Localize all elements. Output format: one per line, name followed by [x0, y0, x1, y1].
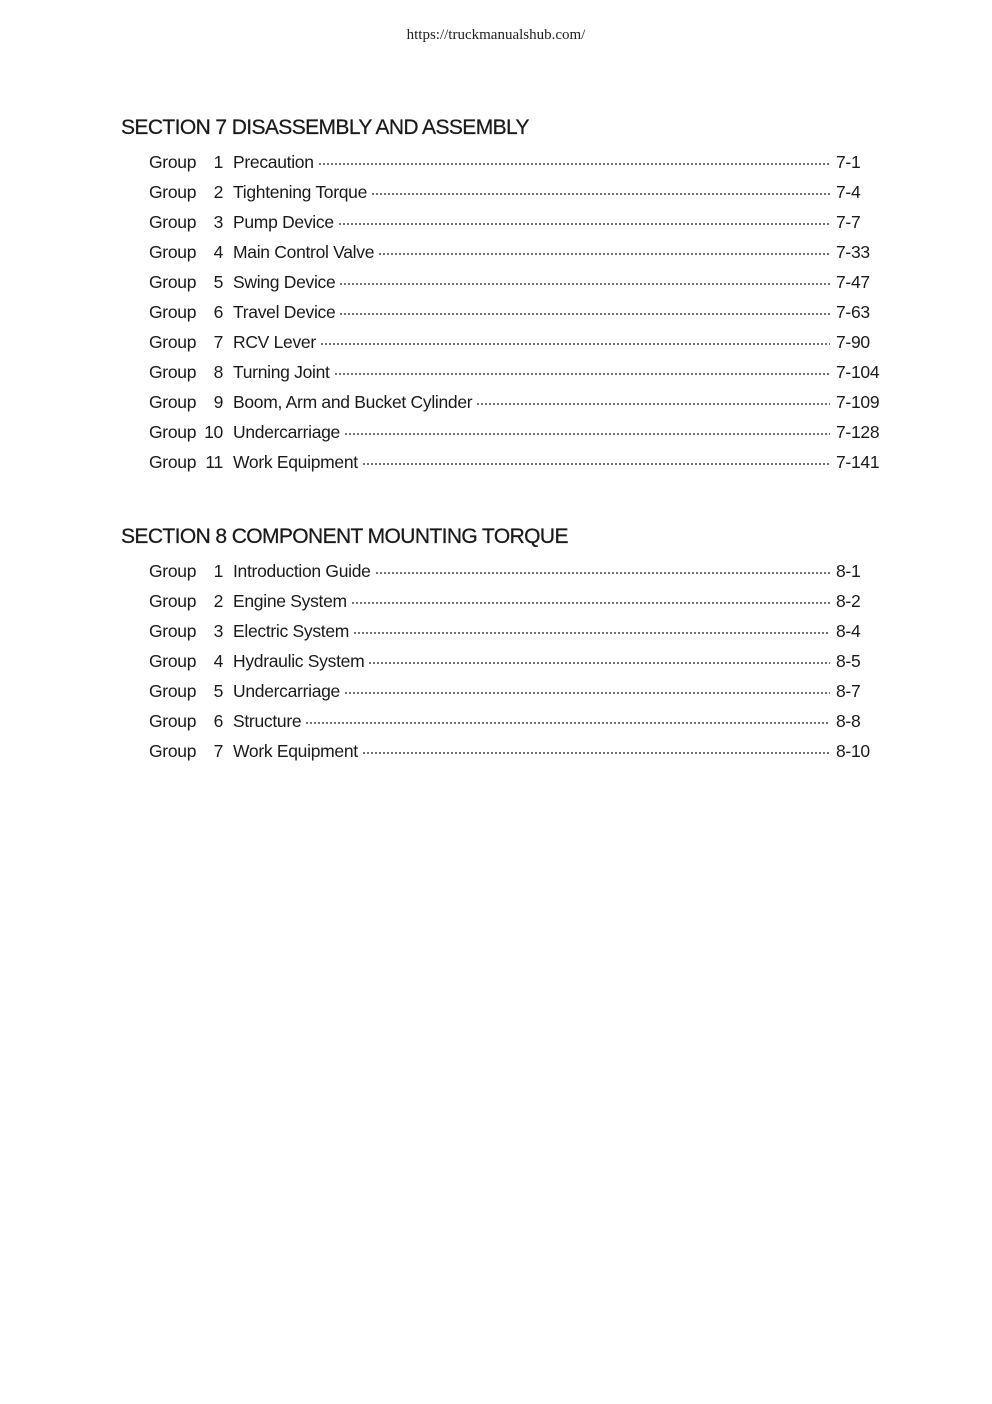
group-label: Group: [149, 332, 197, 352]
entry-title: Engine System: [233, 591, 347, 611]
page-number: 7-33: [836, 242, 870, 262]
group-label: Group: [149, 212, 197, 232]
entry-title: Work Equipment: [233, 741, 358, 761]
toc-entry[interactable]: [121, 327, 889, 357]
dot-leader: [344, 692, 830, 694]
dot-leader: [353, 632, 830, 634]
dot-leader: [339, 283, 830, 285]
toc-entry[interactable]: [121, 177, 889, 207]
group-label: Group: [149, 621, 197, 641]
dot-leader: [318, 163, 830, 165]
page-number: 8-8: [836, 711, 861, 731]
toc-entry[interactable]: [121, 706, 889, 736]
group-label: Group: [149, 452, 197, 472]
toc-entry[interactable]: [121, 267, 889, 297]
toc-entry[interactable]: [121, 297, 889, 327]
toc-entry[interactable]: [121, 357, 889, 387]
group-number: 1: [213, 561, 223, 581]
group-label: Group: [149, 242, 197, 262]
page-number: 7-1: [836, 152, 861, 172]
group-label: Group: [149, 302, 197, 322]
group-number: 7: [213, 332, 223, 352]
toc-entry[interactable]: [121, 586, 889, 616]
entry-title: Swing Device: [233, 272, 336, 292]
toc-entry[interactable]: [121, 447, 889, 477]
page-number: 7-63: [836, 302, 870, 322]
toc-entry[interactable]: [121, 147, 889, 177]
group-label: Group: [149, 711, 197, 731]
group-label: Group: [149, 392, 197, 412]
page-number: 7-141: [836, 452, 880, 472]
group-number: 3: [213, 621, 223, 641]
dot-leader: [351, 602, 830, 604]
group-number: 2: [213, 591, 223, 611]
page-number: 8-7: [836, 681, 861, 701]
section-8: [121, 522, 881, 766]
dot-leader: [320, 343, 830, 345]
dot-leader: [339, 313, 830, 315]
page-number: 8-10: [836, 741, 870, 761]
dot-leader: [378, 253, 830, 255]
dot-leader: [334, 373, 830, 375]
dot-leader: [368, 662, 830, 664]
dot-leader: [476, 403, 830, 405]
dot-leader: [305, 722, 830, 724]
section-7: [121, 113, 881, 477]
dot-leader: [362, 752, 830, 754]
dot-leader: [362, 463, 830, 465]
group-label: Group: [149, 362, 197, 382]
toc-entry[interactable]: [121, 736, 889, 766]
entry-title: Boom, Arm and Bucket Cylinder: [233, 392, 473, 412]
toc-entry[interactable]: [121, 616, 889, 646]
page-number: 7-128: [836, 422, 880, 442]
group-number: 5: [213, 681, 223, 701]
group-number: 6: [213, 302, 223, 322]
group-number: 2: [213, 182, 223, 202]
group-label: Group: [149, 591, 197, 611]
entry-title: Tightening Torque: [233, 182, 368, 202]
entry-title: Hydraulic System: [233, 651, 365, 671]
entry-title: Main Control Valve: [233, 242, 375, 262]
toc-entry[interactable]: [121, 237, 889, 267]
toc-entry[interactable]: [121, 207, 889, 237]
page-number: 7-4: [836, 182, 861, 202]
page-number: 8-2: [836, 591, 861, 611]
entry-title: Structure: [233, 711, 302, 731]
dot-leader: [375, 572, 830, 574]
group-number: 5: [213, 272, 223, 292]
group-number: 9: [213, 392, 223, 412]
toc-entry[interactable]: [121, 646, 889, 676]
dot-leader: [344, 433, 830, 435]
section-title: SECTION 8 COMPONENT MOUNTING TORQUE: [121, 525, 568, 548]
page-number: 7-90: [836, 332, 870, 352]
page-number: 8-4: [836, 621, 861, 641]
page-number: 7-7: [836, 212, 861, 232]
group-label: Group: [149, 561, 197, 581]
toc-list: [121, 147, 881, 477]
toc-entry[interactable]: [121, 556, 889, 586]
group-number: 7: [213, 741, 223, 761]
group-label: Group: [149, 651, 197, 671]
entry-title: Travel Device: [233, 302, 336, 322]
page-number: 7-109: [836, 392, 880, 412]
group-number: 11: [205, 452, 223, 472]
entry-title: Introduction Guide: [233, 561, 371, 581]
page-url-header: https://truckmanualshub.com/: [406, 27, 586, 43]
group-number: 4: [213, 651, 223, 671]
entry-title: Undercarriage: [233, 681, 340, 701]
group-label: Group: [149, 741, 197, 761]
group-number: 3: [213, 212, 223, 232]
entry-title: Electric System: [233, 621, 350, 641]
group-label: Group: [149, 152, 197, 172]
page-number: 7-104: [836, 362, 880, 382]
group-number: 4: [213, 242, 223, 262]
group-number: 1: [213, 152, 223, 172]
entry-title: Undercarriage: [233, 422, 340, 442]
dot-leader: [338, 223, 830, 225]
entry-title: Precaution: [233, 152, 314, 172]
group-label: Group: [149, 272, 197, 292]
page-number: 7-47: [836, 272, 870, 292]
entry-title: RCV Lever: [233, 332, 316, 352]
toc-entry[interactable]: [121, 417, 889, 447]
group-label: Group: [149, 182, 197, 202]
entry-title: Work Equipment: [233, 452, 358, 472]
group-label: Group: [149, 422, 197, 442]
group-number: 8: [213, 362, 223, 382]
section-title: SECTION 7 DISASSEMBLY AND ASSEMBLY: [121, 116, 529, 139]
dot-leader: [371, 193, 830, 195]
group-number: 10: [204, 422, 223, 442]
page-number: 8-5: [836, 651, 861, 671]
entry-title: Pump Device: [233, 212, 334, 232]
toc-list: [121, 556, 881, 766]
toc-entry[interactable]: [121, 387, 889, 417]
page-number: 8-1: [836, 561, 861, 581]
group-number: 6: [213, 711, 223, 731]
group-label: Group: [149, 681, 197, 701]
toc-entry[interactable]: [121, 676, 889, 706]
entry-title: Turning Joint: [233, 362, 330, 382]
